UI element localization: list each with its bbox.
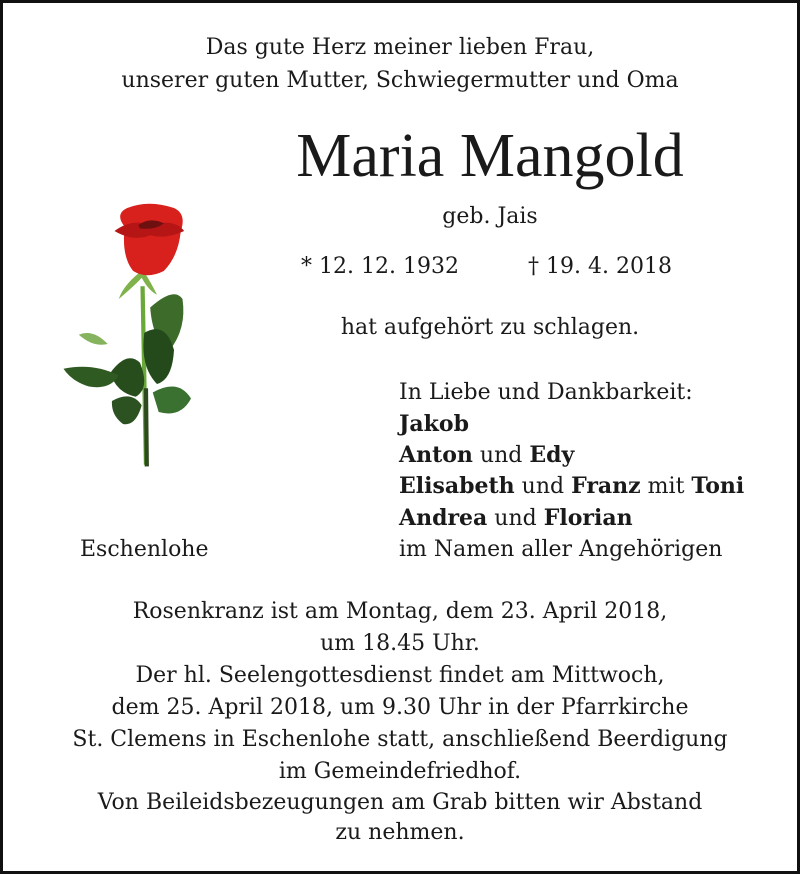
rose-image	[55, 173, 225, 493]
service-line: Der hl. Seelengottesdienst findet am Mittwoch,	[135, 663, 665, 688]
closing-line: hat aufgehört zu schlagen.	[340, 315, 640, 340]
mourners-outro: im Namen aller Angehörigen	[399, 537, 723, 562]
mourner-line: Jakob	[399, 411, 469, 437]
mourner-line: Andrea und Florian	[399, 505, 633, 531]
intro-line: Das gute Herz meiner lieben Frau,	[205, 35, 595, 60]
mourner-line: Anton und Edy	[399, 442, 575, 468]
service-line: um 18.45 Uhr.	[320, 631, 480, 656]
mourners-intro: In Liebe und Dankbarkeit:	[399, 380, 693, 405]
place: Eschenlohe	[80, 537, 209, 562]
service-line: Von Beileidsbezeugungen am Grab bitten wir Abstand	[97, 790, 703, 815]
service-line: St. Clemens in Eschenlohe statt, anschließend Beerdigung	[72, 727, 728, 752]
maiden-name: geb. Jais	[442, 204, 538, 229]
mourner-line: Elisabeth und Franz mit Toni	[399, 473, 745, 499]
service-line: zu nehmen.	[335, 820, 465, 845]
service-line: Rosenkranz ist am Montag, dem 23. April 2018,	[132, 599, 668, 624]
service-line: dem 25. April 2018, um 9.30 Uhr in der Pfarrkirche	[111, 695, 689, 720]
service-line: im Gemeindefriedhof.	[278, 759, 522, 784]
deceased-name: Maria Mangold	[296, 122, 684, 190]
death-date: † 19. 4. 2018	[528, 254, 672, 279]
intro-line: unserer guten Mutter, Schwiegermutter und Oma	[121, 68, 679, 93]
birth-date: * 12. 12. 1932	[301, 254, 459, 279]
